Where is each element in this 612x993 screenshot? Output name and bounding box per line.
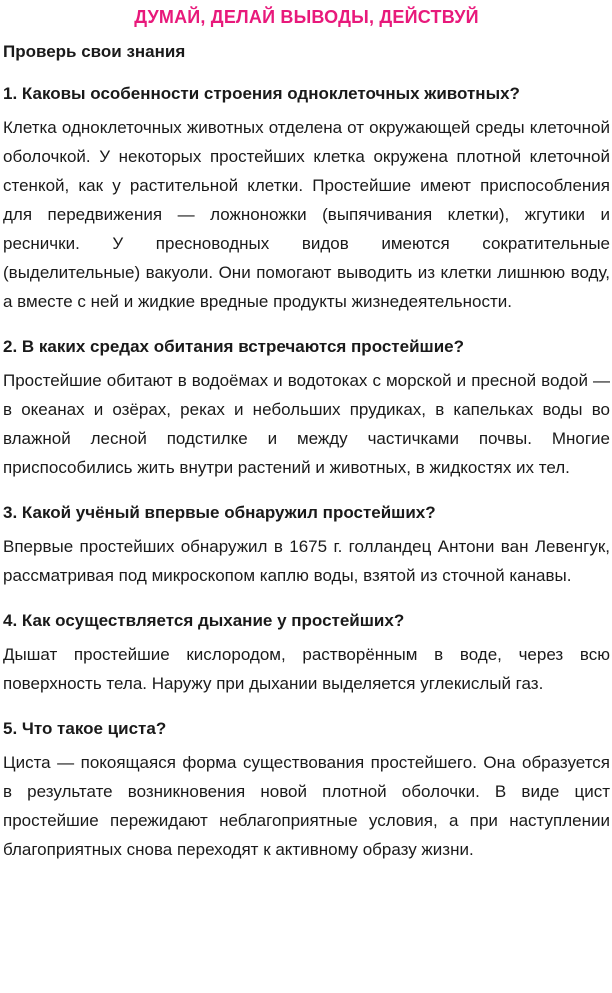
answer-paragraph: Дышат простейшие кислородом, растворённым в воде, через всю поверхность тела. Наружу при дыхании выделяется углекислый газ. bbox=[3, 645, 610, 693]
section-banner: ДУМАЙ, ДЕЛАЙ ВЫВОДЫ, ДЕЙСТВУЙ bbox=[134, 7, 479, 27]
qa-block-3 bbox=[3, 502, 610, 590]
answer-paragraph: Циста — покоящаяся форма существования простейшего. Она образуется в результате возникновения новой плотной оболочки. В виде цист простейшие пережидают неблагоприятные условия, а при наступлении благоприятных снова переходят к активному образу жизни. bbox=[3, 753, 610, 859]
qa-block-2 bbox=[3, 336, 610, 482]
question-heading: 1. Каковы особенности строения одноклеточных животных? bbox=[3, 84, 520, 103]
question-heading: 2. В каких средах обитания встречаются простейшие? bbox=[3, 337, 464, 356]
answer-paragraph: Простейшие обитают в водоёмах и водотоках с морской и пресной водой — в океанах и озёрах, реках и небольших прудиках, в капельках воды во влажной лесной подстилке и между частичками почвы. Многие приспособились жить внутри растений и животных, в жидкостях их тел. bbox=[3, 371, 610, 477]
section-subtitle: Проверь свои знания bbox=[3, 42, 186, 61]
question-heading: 5. Что такое циста? bbox=[3, 719, 167, 738]
qa-block-5 bbox=[3, 718, 610, 864]
answer-paragraph: Впервые простейших обнаружил в 1675 г. голландец Антони ван Левенгук, рассматривая под микроскопом каплю воды, взятой из сточной канавы. bbox=[3, 537, 610, 585]
answer-paragraph: Клетка одноклеточных животных отделена от окружающей среды клеточной оболочкой. У некоторых простейших клетка окружена плотной клеточной стенкой, как у растительной клетки. Простейшие имеют приспособления для передвижения — ложноножки (выпячивания клетки), жгутики и реснички. У пресноводных видов имеются сократительные (выделительные) вакуоли. Они помогают выводить из клетки лишнюю воду, а вместе с ней и жидкие вредные продукты жизнедеятельности. bbox=[3, 118, 610, 311]
question-heading: 4. Как осуществляется дыхание у простейших? bbox=[3, 611, 405, 630]
question-heading: 3. Какой учёный впервые обнаружил простейших? bbox=[3, 503, 436, 522]
qa-block-1 bbox=[3, 83, 610, 316]
qa-block-4 bbox=[3, 610, 610, 698]
